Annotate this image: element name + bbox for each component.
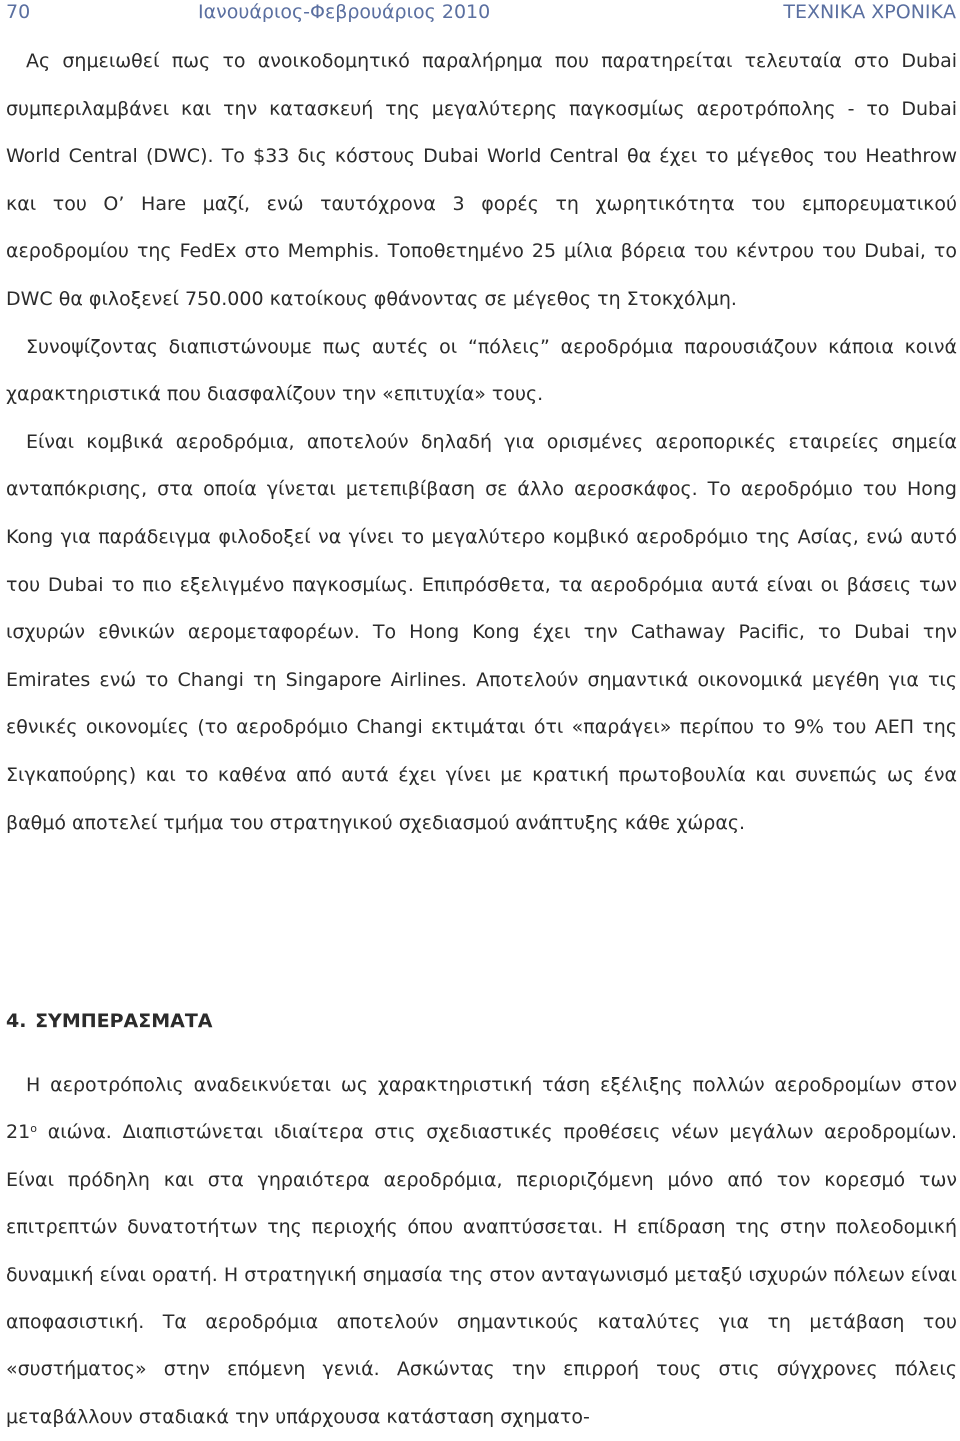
conclusion-part-1: Η αεροτρόπολις αναδεικνύεται ως χαρακτηριστική τάση εξέλιξης πολλών αεροδρομίων στον 21 xyxy=(6,1074,957,1144)
section-title: ΣΥΜΠΕΡΑΣΜΑΤΑ xyxy=(35,1010,213,1032)
conclusion-text xyxy=(6,1062,957,1441)
journal-title: ΤΕΧΝΙΚΑ ΧΡΟΝΙΚΑ xyxy=(783,1,956,23)
section-heading xyxy=(6,1010,213,1032)
page-number: 70 xyxy=(6,1,31,23)
paragraph xyxy=(6,1062,957,1441)
page-header xyxy=(0,0,960,30)
issue-date: Ιανουάριος-Φεβρουάριος 2010 xyxy=(198,1,491,23)
conclusion-part-2: αιώνα. Διαπιστώνεται ιδιαίτερα στις σχεδιαστικές προθέσεις νέων μεγάλων αεροδρομίων. Είναι πρόδηλη και στα γηραιότερα αεροδρόμια, περιοριζόμενη μόνο από τον κορεσμό των επιτρεπτών δυνατοτήτων της περιοχής όπου αναπτύσσεται. Η επίδραση της στην πολεοδομική δυναμική είναι ορατή. Η στρατηγική σημασία της στον ανταγωνισμό μεταξύ ισχυρών πόλεων είναι αποφασιστική. Τα αεροδρόμια αποτελούν σημαντικούς καταλύτες για τη μετάβαση του «συστήματος» στην επόμενη γενιά. Ασκώντας την επιρροή τους στις σύγχρονες πόλεις μεταβάλλουν σταδιακά την υπάρχουσα κατάσταση σχηματο- xyxy=(6,1121,957,1428)
body-text xyxy=(6,38,957,847)
paragraph: Είναι κομβικά αεροδρόμια, αποτελούν δηλαδή για ορισμένες αεροπορικές εταιρείες σημεία ανταπόκρισης, στα οποία γίνεται μετεπιβίβαση σε άλλο αεροσκάφος. Το αεροδρόμιο του Hong Kong για παράδειγμα φιλοδοξεί να γίνει το μεγαλύτερο κομβικό αεροδρόμιο της Ασίας, ενώ αυτό του Dubai το πιο εξελιγμένο παγκοσμίως. Επιπρόσθετα, τα αεροδρόμια αυτά είναι οι βάσεις των ισχυρών εθνικών αερομεταφορέων. Το Hong Kong έχει την Cathaway Pacific, το Dubai την Emirates ενώ το Changi τη Singapore Airlines. Αποτελούν σημαντικά οικονομικά μεγέθη για τις εθνικές οικονομίες (το αεροδρόμιο Changi εκτιμάται ότι «παράγει» περίπου το 9% του ΑΕΠ της Σιγκαπούρης) και το καθένα από αυτά έχει γίνει με κρατική πρωτοβουλία και συνεπώς ως ένα βαθμό αποτελεί τμήμα του στρατηγικού σχεδιασμού ανάπτυξης κάθε χώρας. xyxy=(6,430,957,834)
paragraph: Ας σημειωθεί πως το ανοικοδομητικό παραλήρημα που παρατηρείται τελευταία στο Dubai συμπεριλαμβάνει και την κατασκευή της μεγαλύτερης παγκοσμίως αεροτρόπολης - το Dubai World Central (DWC). Το $33 δις κόστους Dubai World Central θα έχει το μέγεθος του Heathrow και του O’ Hare μαζί, ενώ ταυτόχρονα 3 φορές τη χωρητικότητα του εμπορευματικού αεροδρομίου της FedEx στο Memphis. Τοποθετημένο 25 μίλια βόρεια του κέντρου του Dubai, το DWC θα φιλοξενεί 750.000 κατοίκους φθάνοντας σε μέγεθος τη Στοκχόλμη. xyxy=(6,50,957,310)
paragraph: Συνοψίζοντας διαπιστώνουμε πως αυτές οι “πόλεις” αεροδρόμια παρουσιάζουν κάποια κοινά χαρακτηριστικά που διασφαλίζουν την «επιτυχία» τους. xyxy=(6,335,957,406)
ordinal-superscript: ο xyxy=(30,1122,37,1136)
section-number: 4. xyxy=(6,1010,27,1032)
